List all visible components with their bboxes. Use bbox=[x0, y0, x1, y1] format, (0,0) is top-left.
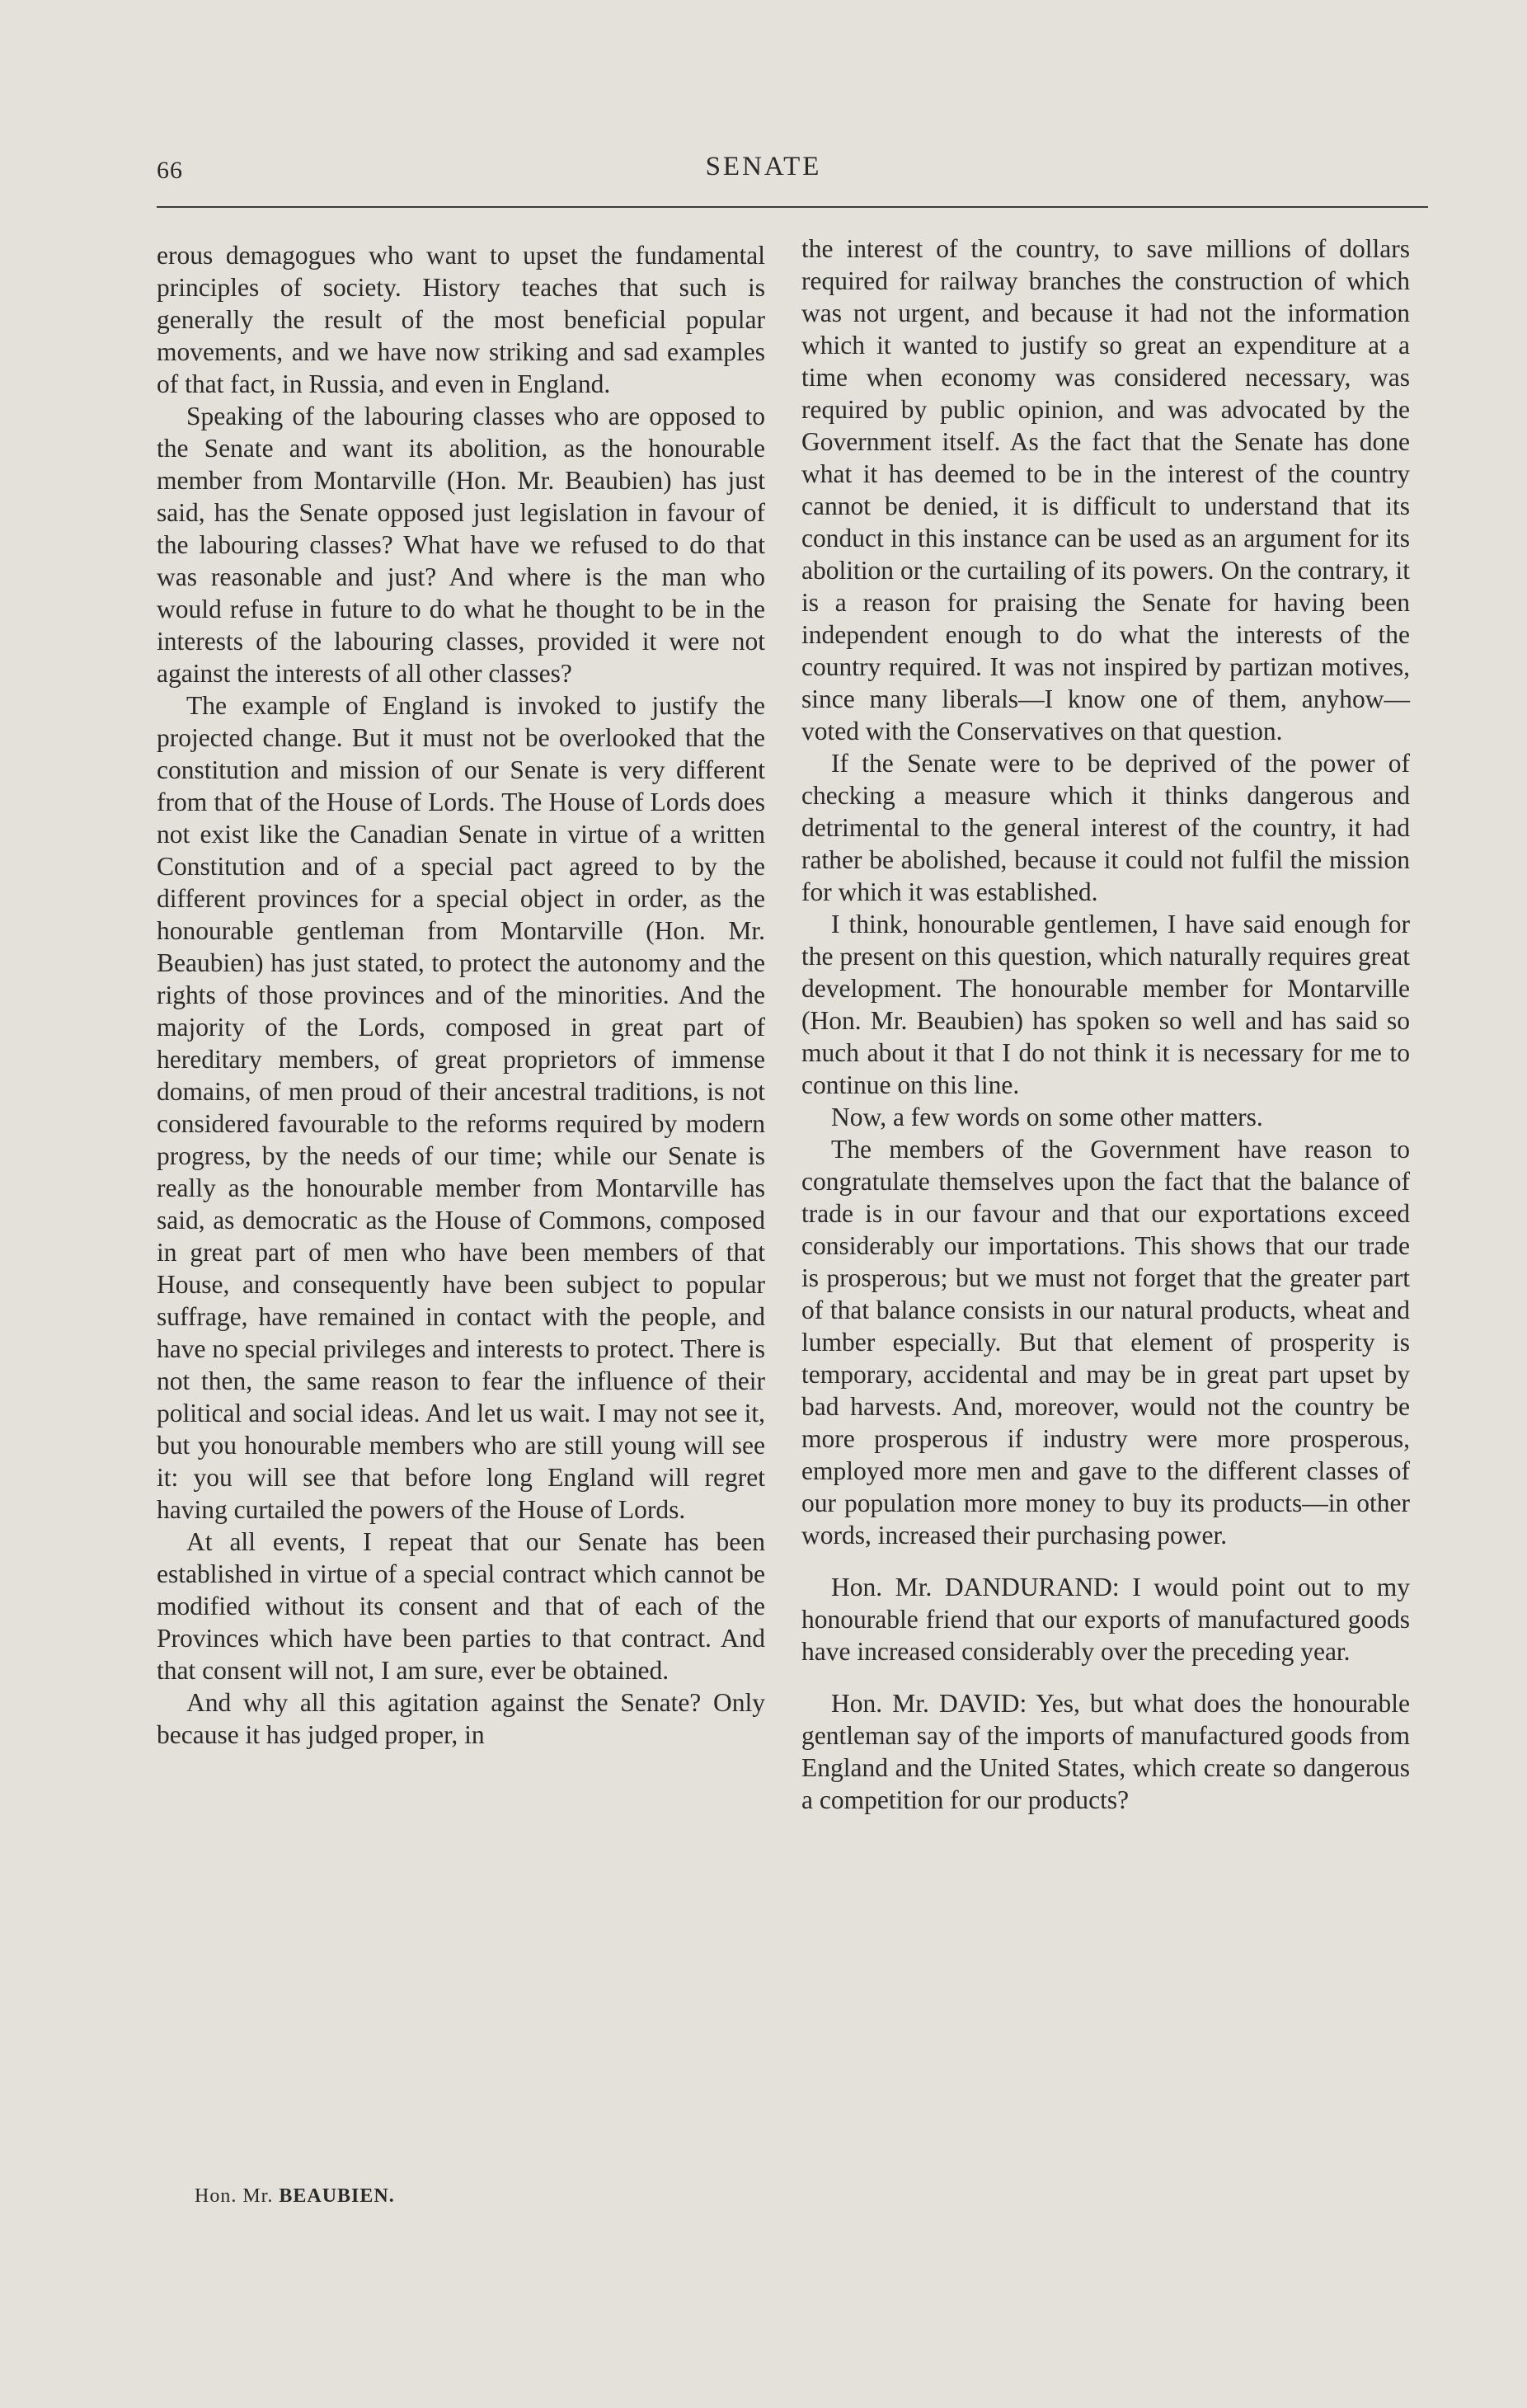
left-column bbox=[157, 239, 765, 1751]
footer-prefix: Hon. Mr. bbox=[195, 2185, 274, 2207]
header-rule bbox=[157, 206, 1428, 208]
speech-david: Hon. Mr. DAVID: Yes, but what does the honourable gentleman say of the imports of manufactured goods from England and the United States, which create so dangerous a competition for our products? bbox=[801, 1689, 1410, 1814]
speaker-footer bbox=[195, 2185, 395, 2208]
footer-speaker-name: BEAUBIEN. bbox=[279, 2185, 395, 2207]
paragraph: The example of England is invoked to justify the projected change. But it must not be overlooked that the constitution and mission of our Senate is very different from that of the House of Lords. The House of Lords does not exist like the Canadian Senate in virtue of a written Constitution and of a special pact agreed to by the different provinces for a special object in order, as the honourable gentleman from Montarville (Hon. Mr. Beaubien) has just stated, to protect the autonomy and the rights of those provinces and of the minorities. And the majority of the Lords, composed in great part of hereditary members, of great proprietors of immense domains, of men proud of their ancestral traditions, is not considered favourable to the reforms required by modern progress, by the needs of our time; while our Senate is really as the honourable member from Montarville has said, as democratic as the House of Commons, composed in great part of men who have been members of that House, and consequently have been subject to popular suffrage, have remained in contact with the people, and have no special privileges and interests to protect. There is not then, the same reason to fear the influence of their political and social ideas. And let us wait. I may not see it, but you honourable members who are still young will see it: you will see that before long England will regret having curtailed the powers of the House of Lords. bbox=[157, 691, 765, 1524]
running-head-title: SENATE bbox=[705, 152, 822, 181]
paragraph: I think, honourable gentlemen, I have said enough for the present on this question, which naturally requires great development. The honourable member for Montarville (Hon. Mr. Beaubien) has spoken so well and has said so much about it that I do not think it is necessary for me to continue on this line. bbox=[801, 910, 1410, 1099]
paragraph: If the Senate were to be deprived of the power of checking a measure which it thinks dangerous and detrimental to the general interest of the country, it had rather be abolished, because it could not fulfil the mission for which it was established. bbox=[801, 749, 1410, 906]
paragraph: At all events, I repeat that our Senate has been established in virtue of a special contract which cannot be modified without its consent and that of each of the Provinces which have been parties to that contract. And that consent will not, I am sure, ever be obtained. bbox=[157, 1527, 765, 1685]
paragraph: erous demagogues who want to upset the fundamental principles of society. History teaches that such is generally the result of the most beneficial popular movements, and we have now striking and sad examples of that fact, in Russia, and even in England. bbox=[157, 241, 765, 398]
page-number: 66 bbox=[157, 157, 183, 184]
right-column bbox=[801, 233, 1410, 1816]
paragraph: The members of the Government have reason to congratulate themselves upon the fact that the balance of trade is in our favour and that our exportations exceed considerably our importations. This shows that our trade is prosperous; but we must not forget that the greater part of that balance consists in our natural products, wheat and lumber especially. But that element of prosperity is temporary, accidental and may be in great part upset by bad harvests. And, moreover, would not the country be more prosperous if industry were more prosperous, employed more men and gave to the different classes of our population more money to buy its products—in other words, increased their purchasing power. bbox=[801, 1135, 1410, 1550]
paragraph: the interest of the country, to save millions of dollars required for railway branches the construction of which was not urgent, and because it had not the information which it wanted to justify so great an expenditure at a time when economy was considered necessary, was required by public opinion, and was advocated by the Government itself. As the fact that the Senate has done what it has deemed to be in the interest of the country cannot be denied, it is difficult to understand that its conduct in this instance can be used as an argument for its abolition or the curtailing of its powers. On the contrary, it is a reason for praising the Senate for having been independent enough to do what the interests of the country required. It was not inspired by partizan motives, since many liberals—I know one of them, anyhow—voted with the Conservatives on that question. bbox=[801, 234, 1410, 745]
speech-dandurand: Hon. Mr. DANDURAND: I would point out to my honourable friend that our exports of manufactured goods have increased considerably over the preceding year. bbox=[801, 1573, 1410, 1666]
paragraph: Speaking of the labouring classes who are opposed to the Senate and want its abolition, as the honourable member from Montarville (Hon. Mr. Beaubien) has just said, has the Senate opposed just legislation in favour of the labouring classes? What have we refused to do that was reasonable and just? And where is the man who would refuse in future to do what he thought to be in the interests of the labouring classes, provided it were not against the interests of all other classes? bbox=[157, 402, 765, 688]
paragraph: Now, a few words on some other matters. bbox=[831, 1103, 1263, 1131]
paragraph: And why all this agitation against the Senate? Only because it has judged proper, in bbox=[157, 1688, 765, 1749]
